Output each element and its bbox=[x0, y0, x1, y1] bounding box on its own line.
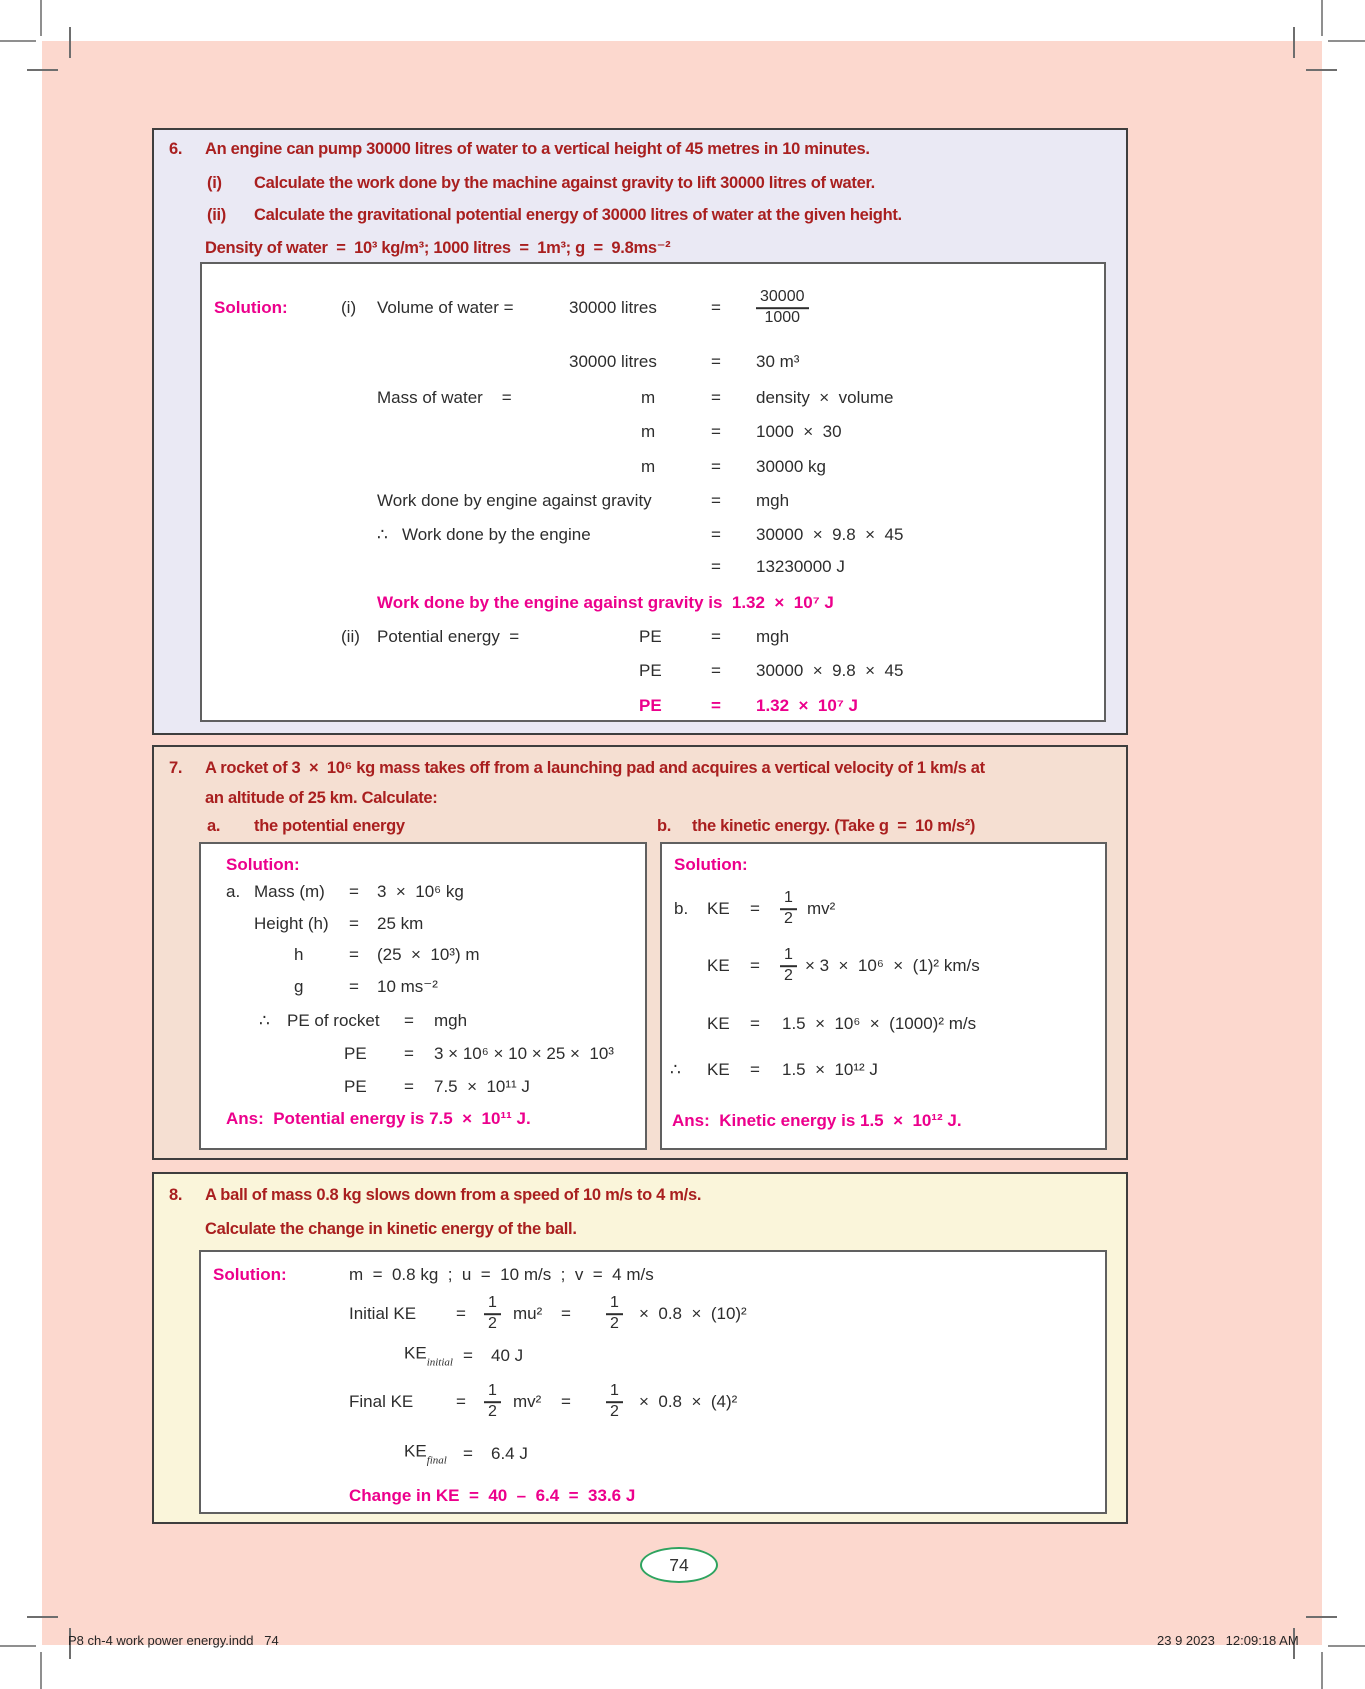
q7a-solution-box bbox=[199, 842, 647, 1150]
equals-sign: = bbox=[711, 525, 721, 544]
fraction-numerator: 30000 bbox=[756, 289, 809, 309]
solution-row bbox=[201, 1344, 1105, 1368]
equals-sign: = bbox=[349, 945, 359, 964]
solution-row bbox=[201, 1042, 645, 1066]
solution-row bbox=[202, 694, 1104, 718]
solution-row bbox=[202, 420, 1104, 444]
equals-sign: = bbox=[456, 1392, 466, 1411]
equals-sign: = bbox=[750, 1014, 760, 1033]
solution-row bbox=[202, 350, 1104, 374]
crop-mark bbox=[0, 1645, 36, 1647]
row-value: 7.5 × 10¹¹ J bbox=[434, 1077, 530, 1096]
fraction bbox=[484, 1295, 501, 1333]
crop-mark bbox=[0, 40, 36, 42]
question-text: Calculate the change in kinetic energy of the ball. bbox=[205, 1220, 577, 1238]
item-marker: a. bbox=[207, 817, 221, 835]
item-marker: (i) bbox=[341, 298, 357, 317]
row-quantity: 30000 litres bbox=[569, 298, 657, 317]
row-label: Mass (m) bbox=[254, 882, 325, 901]
equals-sign: = bbox=[561, 1304, 571, 1323]
row-label: h bbox=[294, 945, 304, 964]
row-value: 1.5 × 10⁶ × (1000)² m/s bbox=[782, 1014, 977, 1033]
page-number: 74 bbox=[669, 1554, 689, 1575]
solution-row bbox=[662, 1109, 1105, 1133]
answer-statement: Ans: Kinetic energy is 1.5 × 10¹² J. bbox=[672, 1111, 962, 1130]
crop-mark bbox=[1321, 0, 1323, 36]
equals-sign: = bbox=[711, 457, 721, 476]
row-quantity: m bbox=[641, 457, 656, 476]
equals-sign: = bbox=[404, 1077, 414, 1096]
crop-mark bbox=[1306, 1616, 1337, 1618]
row-value: 40 J bbox=[491, 1346, 524, 1365]
fraction-numerator: 1 bbox=[780, 947, 797, 967]
ke-symbol: KE bbox=[404, 1441, 427, 1461]
crop-mark bbox=[40, 0, 42, 36]
equals-sign: = bbox=[463, 1346, 473, 1365]
item-marker: (ii) bbox=[207, 206, 226, 224]
solution-row bbox=[202, 659, 1104, 683]
solution-row bbox=[662, 1058, 1105, 1082]
fraction-denominator: 2 bbox=[488, 1403, 497, 1420]
row-value: 1000 × 30 bbox=[756, 422, 842, 441]
fraction-numerator: 1 bbox=[484, 1383, 501, 1403]
solution-row bbox=[201, 1379, 1105, 1425]
given-values: m = 0.8 kg ; u = 10 m/s ; v = 4 m/s bbox=[349, 1265, 654, 1284]
row-value: mgh bbox=[434, 1011, 468, 1030]
equals-sign: = bbox=[349, 977, 359, 996]
row-value: 13230000 J bbox=[756, 557, 845, 576]
row-quantity: KE bbox=[707, 1060, 730, 1079]
solution-row bbox=[202, 555, 1104, 579]
row-value: mgh bbox=[756, 627, 790, 646]
row-value: 6.4 J bbox=[491, 1444, 528, 1463]
row-label: Mass of water = bbox=[377, 388, 512, 407]
solution-row bbox=[201, 1263, 1105, 1287]
row-quantity: KE bbox=[707, 956, 730, 975]
row-value: 1.5 × 10¹² J bbox=[782, 1060, 878, 1079]
equals-sign: = bbox=[711, 422, 721, 441]
row-quantity: KE bbox=[707, 1014, 730, 1033]
row-label: Volume of water = bbox=[377, 298, 514, 317]
question-text: A rocket of 3 × 10⁶ kg mass takes off from a launching pad and acquires a vertical velocity of 1 km/s at bbox=[205, 759, 985, 777]
equals-sign: = bbox=[711, 352, 721, 371]
solution-label: Solution: bbox=[226, 855, 300, 874]
result-value: 1.32 × 10⁷ J bbox=[756, 696, 859, 715]
solution-row bbox=[201, 1107, 645, 1131]
equals-sign: = bbox=[750, 1060, 760, 1079]
row-label: Final KE bbox=[349, 1392, 414, 1411]
item-marker: (ii) bbox=[341, 627, 360, 646]
row-quantity bbox=[404, 1344, 453, 1369]
solution-row bbox=[202, 523, 1104, 547]
fraction-denominator: 2 bbox=[784, 910, 793, 927]
crop-mark bbox=[1306, 69, 1337, 71]
solution-row bbox=[662, 853, 1105, 877]
row-value: × 0.8 × (10)² bbox=[639, 1304, 747, 1323]
item-marker: b. bbox=[674, 899, 689, 918]
footer-filename: P8 ch-4 work power energy.indd 74 bbox=[68, 1633, 279, 1648]
fraction-numerator: 1 bbox=[606, 1295, 623, 1315]
row-label: PE bbox=[344, 1044, 367, 1063]
equals-sign: = bbox=[750, 899, 760, 918]
row-quantity bbox=[404, 1442, 447, 1467]
crop-mark bbox=[1321, 1652, 1323, 1689]
question-text: A ball of mass 0.8 kg slows down from a speed of 10 m/s to 4 m/s. bbox=[205, 1186, 702, 1204]
row-quantity: PE bbox=[639, 661, 662, 680]
row-quantity: mv² bbox=[513, 1392, 542, 1411]
row-quantity: mu² bbox=[513, 1304, 543, 1323]
row-label: Height (h) bbox=[254, 914, 329, 933]
fraction bbox=[484, 1383, 501, 1421]
solution-row bbox=[202, 489, 1104, 513]
equals-sign: = bbox=[711, 388, 721, 407]
solution-row bbox=[202, 282, 1104, 334]
solution-row bbox=[201, 943, 645, 967]
equals-sign: = bbox=[349, 914, 359, 933]
row-value: 30000 × 9.8 × 45 bbox=[756, 661, 904, 680]
solution-label: Solution: bbox=[213, 1265, 287, 1284]
q7b-solution-box bbox=[660, 842, 1107, 1150]
fraction-numerator: 1 bbox=[606, 1383, 623, 1403]
solution-row bbox=[201, 1291, 1105, 1337]
question-subitem: the potential energy bbox=[254, 817, 405, 835]
equals-sign: = bbox=[404, 1044, 414, 1063]
row-label: Potential energy = bbox=[377, 627, 520, 646]
solution-row bbox=[662, 943, 1105, 989]
fraction-denominator: 1000 bbox=[764, 309, 801, 326]
ke-subscript: final bbox=[426, 1454, 447, 1467]
equals-sign: = bbox=[456, 1304, 466, 1323]
row-value: density × volume bbox=[756, 388, 894, 407]
crop-mark bbox=[27, 1616, 58, 1618]
row-label: Work done by engine against gravity bbox=[377, 491, 652, 510]
solution-row bbox=[202, 455, 1104, 479]
fraction-denominator: 2 bbox=[610, 1403, 619, 1420]
ke-subscript: initial bbox=[426, 1356, 453, 1369]
question-number: 6. bbox=[169, 140, 183, 158]
row-value: 3 × 10⁶ × 10 × 25 × 10³ bbox=[434, 1044, 614, 1063]
solution-row bbox=[202, 386, 1104, 410]
equals-sign: = bbox=[349, 882, 359, 901]
fraction bbox=[606, 1295, 623, 1333]
fraction bbox=[606, 1383, 623, 1421]
row-value: 10 ms⁻² bbox=[377, 977, 438, 996]
fraction-numerator: 1 bbox=[780, 890, 797, 910]
solution-row bbox=[202, 591, 1104, 615]
solution-label: Solution: bbox=[214, 298, 288, 317]
q8-solution-box bbox=[199, 1250, 1107, 1514]
crop-mark bbox=[1293, 27, 1295, 58]
answer-statement: Ans: Potential energy is 7.5 × 10¹¹ J. bbox=[226, 1109, 531, 1128]
row-value: 25 km bbox=[377, 914, 424, 933]
equals-sign: = bbox=[711, 696, 721, 715]
equals-sign: = bbox=[463, 1444, 473, 1463]
footer-timestamp: 23 9 2023 12:09:18 AM bbox=[1157, 1633, 1299, 1648]
therefore-symbol: ∴ bbox=[670, 1060, 681, 1079]
row-quantity: m bbox=[641, 388, 656, 407]
row-value: 3 × 10⁶ kg bbox=[377, 882, 464, 901]
solution-row bbox=[662, 886, 1105, 932]
row-label: PE of rocket bbox=[287, 1011, 380, 1030]
row-value: 30000 kg bbox=[756, 457, 826, 476]
crop-mark bbox=[1328, 40, 1365, 42]
row-value: × 3 × 10⁶ × (1)² km/s bbox=[805, 956, 980, 975]
item-marker: b. bbox=[657, 817, 672, 835]
solution-row bbox=[201, 1075, 645, 1099]
solution-row bbox=[201, 975, 645, 999]
solution-row bbox=[201, 853, 645, 877]
question-text: An engine can pump 30000 litres of water to a vertical height of 45 metres in 10 minutes. bbox=[205, 140, 870, 158]
fraction bbox=[780, 890, 797, 928]
question-subitem: the kinetic energy. (Take g = 10 m/s²) bbox=[692, 817, 976, 835]
fraction-denominator: 2 bbox=[610, 1315, 619, 1332]
row-value: × 0.8 × (4)² bbox=[639, 1392, 738, 1411]
result-statement: Change in KE = 40 – 6.4 = 33.6 J bbox=[349, 1486, 636, 1505]
fraction bbox=[780, 947, 797, 985]
fraction-denominator: 2 bbox=[784, 967, 793, 984]
row-label: ∴ Work done by the engine bbox=[377, 525, 591, 544]
equals-sign: = bbox=[561, 1392, 571, 1411]
solution-row bbox=[662, 1012, 1105, 1036]
question-6-box bbox=[152, 128, 1128, 735]
result-statement: Work done by the engine against gravity is 1.32 × 10⁷ J bbox=[377, 593, 834, 612]
equals-sign: = bbox=[711, 557, 721, 576]
row-value: (25 × 10³) m bbox=[377, 945, 480, 964]
solution-row bbox=[201, 1442, 1105, 1466]
solution-row bbox=[201, 880, 645, 904]
question-8-box bbox=[152, 1172, 1128, 1524]
crop-mark bbox=[40, 1652, 42, 1689]
row-quantity: 30000 litres bbox=[569, 352, 657, 371]
row-label: PE bbox=[344, 1077, 367, 1096]
row-value: mv² bbox=[807, 899, 836, 918]
row-quantity: PE bbox=[639, 627, 662, 646]
question-number: 7. bbox=[169, 759, 183, 777]
row-quantity: KE bbox=[707, 899, 730, 918]
row-quantity: PE bbox=[639, 696, 662, 715]
equals-sign: = bbox=[711, 491, 721, 510]
row-label: Initial KE bbox=[349, 1304, 417, 1323]
question-subitem: Calculate the gravitational potential energy of 30000 litres of water at the given height. bbox=[254, 206, 902, 224]
item-marker: a. bbox=[226, 882, 241, 901]
fraction bbox=[756, 289, 809, 327]
therefore-symbol: ∴ bbox=[259, 1011, 270, 1030]
row-value: 30000 × 9.8 × 45 bbox=[756, 525, 904, 544]
equals-sign: = bbox=[404, 1011, 414, 1030]
question-subitem: Calculate the work done by the machine against gravity to lift 30000 litres of water. bbox=[254, 174, 875, 192]
row-label: g bbox=[294, 977, 304, 996]
solution-row bbox=[201, 1484, 1105, 1508]
crop-mark bbox=[27, 69, 58, 71]
page-number-badge bbox=[640, 1547, 718, 1583]
question-7-box bbox=[152, 745, 1128, 1160]
question-number: 8. bbox=[169, 1186, 183, 1204]
equals-sign: = bbox=[711, 627, 721, 646]
solution-row bbox=[201, 1009, 645, 1033]
question-text: an altitude of 25 km. Calculate: bbox=[205, 789, 438, 807]
row-quantity: m bbox=[641, 422, 656, 441]
item-marker: (i) bbox=[207, 174, 222, 192]
row-value: 30 m³ bbox=[756, 352, 800, 371]
equals-sign: = bbox=[711, 661, 721, 680]
fraction-numerator: 1 bbox=[484, 1295, 501, 1315]
ke-symbol: KE bbox=[404, 1343, 427, 1363]
equals-sign: = bbox=[750, 956, 760, 975]
solution-row bbox=[201, 912, 645, 936]
given-data-line: Density of water = 10³ kg/m³; 1000 litres = 1m³; g = 9.8ms⁻² bbox=[205, 239, 671, 257]
solution-label: Solution: bbox=[674, 855, 748, 874]
crop-mark bbox=[69, 27, 71, 58]
fraction-denominator: 2 bbox=[488, 1315, 497, 1332]
crop-mark bbox=[1328, 1645, 1365, 1647]
row-value: mgh bbox=[756, 491, 790, 510]
q6-solution-box bbox=[200, 262, 1106, 722]
solution-row bbox=[202, 625, 1104, 649]
equals-sign: = bbox=[711, 298, 721, 317]
